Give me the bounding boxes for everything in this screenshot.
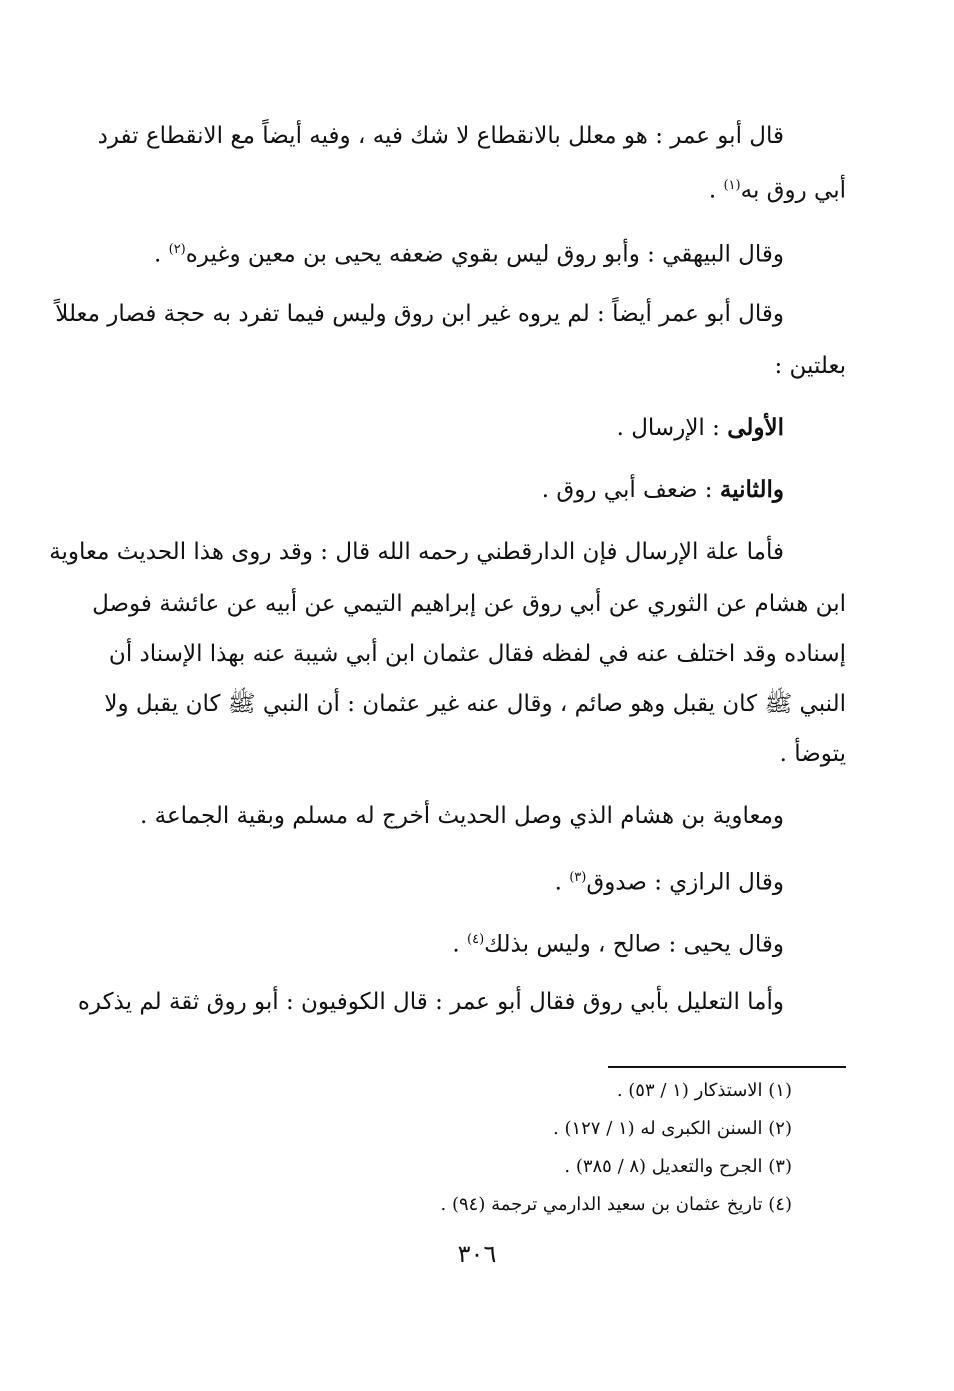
footnote: (٤) تاريخ عثمان بن سعيد الدارمي ترجمة (٩٤) . [440, 1194, 792, 1215]
paragraph-line: ابن هشام عن الثوري عن أبي روق عن إبراهيم التيمي عن أبيه عن عائشة فوصل [92, 591, 846, 617]
paragraph-line: والثانية : ضعف أبي روق . [541, 476, 784, 503]
paragraph-line: فأما علة الإرسال فإن الدارقطني رحمه الله قال : وقد روى هذا الحديث معاوية [49, 539, 784, 565]
paragraph-line: أبي روق به$^{(١)}$ . [708, 177, 846, 204]
bold-term: والثانية [719, 476, 784, 503]
paragraph-line: وقال يحيى : صالح ، وليس بذلك$^{(٤)}$ . [452, 931, 784, 958]
paragraph-line: وقال البيهقي : وأبو روق ليس بقوي ضعفه يحيى بن معين وغيره$^{(٢)}$ . [153, 241, 784, 268]
paragraph-line: وقال الرازي : صدوق$^{(٣)}$ . [554, 869, 784, 896]
footnote-divider [608, 1066, 846, 1068]
footnote-mark: (١) [723, 178, 741, 193]
footnote: (١) الاستذكار (١ / ٥٣) . [616, 1080, 792, 1101]
footnote: (٣) الجرح والتعديل (٨ / ٣٨٥) . [564, 1156, 792, 1177]
paragraph-line: وقال أبو عمر أيضاً : لم يروه غير ابن روق وليس فيما تفرد به حجة فصار معللاً [55, 301, 784, 327]
paragraph-line: قال أبو عمر : هو معلل بالانقطاع لا شك فيه ، وفيه أيضاً مع الانقطاع تفرد [97, 123, 784, 149]
bold-term: الأولى [727, 414, 784, 441]
footnote-mark: (٢) [168, 242, 186, 257]
page-number: ٣٠٦ [457, 1240, 497, 1268]
paragraph-line: بعلتين : [774, 353, 846, 379]
paragraph-line: وأما التعليل بأبي روق فقال أبو عمر : قال الكوفيون : أبو روق ثقة لم يذكره [77, 989, 784, 1015]
paragraph-line: الأولى : الإرسال . [616, 414, 784, 441]
paragraph-line: إسناده وقد اختلف عنه في لفظه فقال عثمان ابن أبي شيبة عنه بهذا الإسناد أن [108, 641, 846, 667]
footnote-mark: (٣) [569, 870, 587, 885]
paragraph-line: ومعاوية بن هشام الذي وصل الحديث أخرج له مسلم وبقية الجماعة . [140, 803, 784, 829]
footnote: (٢) السنن الكبرى له (١ / ١٢٧) . [553, 1118, 792, 1139]
paragraph-line: النبي ﷺ كان يقبل وهو صائم ، وقال عنه غير عثمان : أن النبي ﷺ كان يقبل ولا [104, 691, 846, 717]
paragraph-line: يتوضأ . [779, 741, 846, 767]
footnote-mark: (٤) [467, 932, 485, 947]
